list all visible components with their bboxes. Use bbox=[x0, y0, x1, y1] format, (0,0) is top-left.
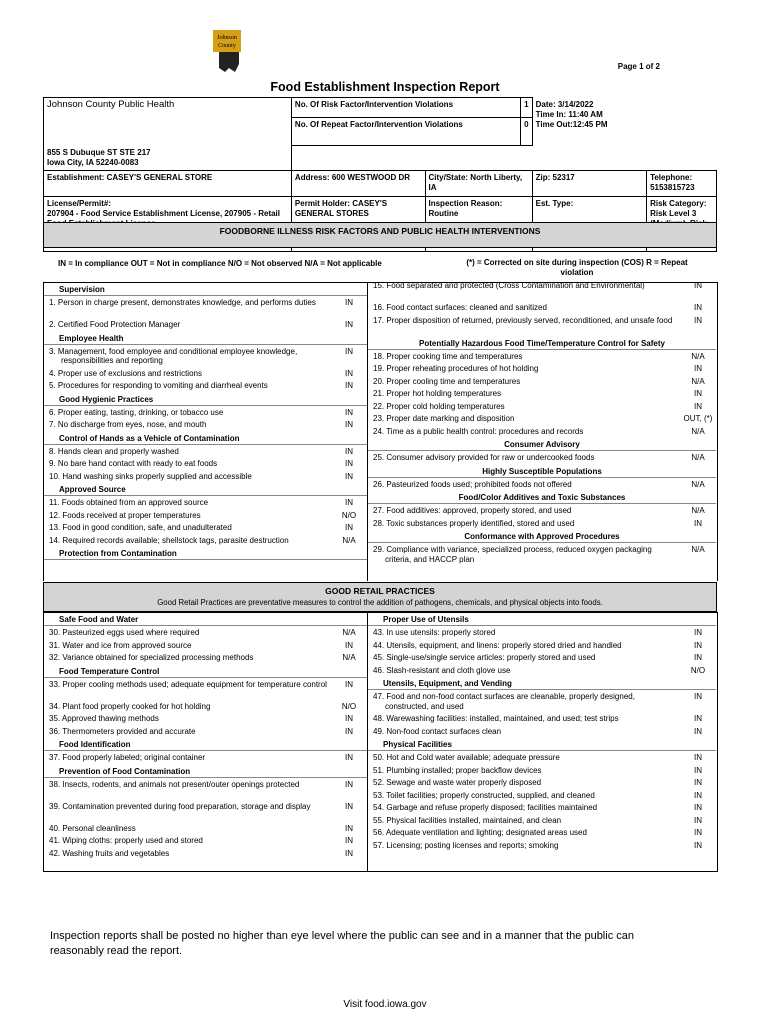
item-text: 53. Toilet facilities; properly constructed, supplied, and cleaned bbox=[373, 790, 595, 800]
checklist-item bbox=[44, 447, 367, 457]
item-text: 42. Washing fruits and vegetables bbox=[49, 848, 170, 858]
item-status: IN bbox=[694, 364, 702, 373]
item-status: IN bbox=[345, 298, 353, 307]
item-text: 1. Person in charge present, demonstrates knowledge, and performs duties bbox=[49, 298, 316, 307]
checklist-item bbox=[44, 420, 367, 430]
item-status: N/A bbox=[691, 479, 705, 489]
checklist-item bbox=[368, 714, 716, 724]
item-status: N/A bbox=[342, 628, 356, 637]
item-text: 28. Toxic substances properly identified, stored and used bbox=[373, 518, 575, 528]
item-status: IN bbox=[694, 828, 702, 837]
retail-band-title: GOOD RETAIL PRACTICES bbox=[325, 586, 435, 596]
checklist-item bbox=[368, 753, 716, 763]
checklist-item bbox=[44, 459, 367, 469]
item-status: IN bbox=[345, 801, 353, 811]
checklist-item bbox=[368, 453, 716, 463]
checklist-item bbox=[44, 523, 367, 533]
section-heading: Food/Color Additives and Toxic Substances bbox=[368, 492, 716, 504]
item-text: 34. Plant food properly cooked for hot holding bbox=[49, 701, 211, 711]
report-title: Food Establishment Inspection Report bbox=[270, 80, 500, 94]
item-text: 47. Food and non-food contact surfaces are cleanable, properly designed, constructed, and used bbox=[373, 692, 635, 711]
item-text: 2. Certified Food Protection Manager bbox=[49, 320, 181, 329]
checklist-item bbox=[44, 347, 367, 366]
checklist-item bbox=[368, 316, 716, 326]
item-status: IN bbox=[345, 753, 353, 762]
checklist-item bbox=[44, 836, 367, 846]
item-text: 16. Food contact surfaces: cleaned and sanitized bbox=[373, 303, 547, 312]
item-status: IN bbox=[345, 779, 353, 789]
agency-address-line1: 855 S Dubuque ST STE 217 bbox=[47, 147, 151, 157]
legend-right: (*) = Corrected on site during inspection (COS) R = Repeat violation bbox=[466, 258, 688, 277]
item-text: 3. Management, food employee and conditional employee knowledge, responsibilities and reporting bbox=[49, 346, 298, 365]
item-status: IN bbox=[345, 381, 353, 390]
permit-holder: Permit Holder: CASEY'S GENERAL STORES bbox=[291, 196, 425, 251]
item-text: 17. Proper disposition of returned, previously served, reconditioned, and unsafe food bbox=[373, 315, 673, 325]
item-text: 36. Thermometers provided and accurate bbox=[49, 726, 196, 736]
item-status: N/A bbox=[342, 653, 356, 662]
item-text: 25. Consumer advisory provided for raw or undercooked foods bbox=[373, 453, 595, 462]
item-status: IN bbox=[694, 714, 702, 723]
checklist-item bbox=[44, 472, 367, 482]
item-text: 39. Contamination prevented during food preparation, storage and display bbox=[49, 801, 311, 811]
section-heading: Food Temperature Control bbox=[44, 666, 367, 678]
item-status: IN bbox=[345, 346, 353, 356]
item-text: 18. Proper cooking time and temperatures bbox=[373, 351, 523, 361]
item-text: 45. Single-use/single service articles: properly stored and used bbox=[373, 653, 596, 662]
item-text: 51. Plumbing installed; proper backflow devices bbox=[373, 765, 542, 775]
item-text: 33. Proper cooling methods used; adequate equipment for temperature control bbox=[49, 679, 327, 689]
checklist-item bbox=[44, 780, 367, 790]
item-text: 50. Hot and Cold water available; adequate pressure bbox=[373, 753, 560, 762]
item-status: N/A bbox=[691, 453, 705, 462]
establishment-address: Address: 600 WESTWOOD DR bbox=[291, 170, 425, 196]
item-status: IN bbox=[694, 518, 702, 528]
city-state: City/State: North Liberty, IA bbox=[425, 170, 532, 196]
retail-right-column bbox=[368, 614, 716, 870]
agency-address bbox=[44, 146, 292, 171]
item-status: IN bbox=[694, 640, 702, 650]
item-status: IN bbox=[694, 726, 702, 736]
item-status: IN bbox=[345, 726, 353, 736]
checklist-item bbox=[44, 802, 367, 812]
checklist-item bbox=[44, 727, 367, 737]
item-text: 4. Proper use of exclusions and restrictions bbox=[49, 368, 202, 378]
item-text: 55. Physical facilities installed, maintained, and clean bbox=[373, 815, 562, 825]
item-text: 35. Approved thawing methods bbox=[49, 714, 159, 723]
item-text: 31. Water and ice from approved source bbox=[49, 640, 192, 650]
item-status: IN bbox=[694, 303, 702, 312]
item-status: IN bbox=[694, 790, 702, 800]
inspection-date: Date: 3/14/2022 bbox=[535, 99, 594, 109]
agency-address-line2: Iowa City, IA 52240-0083 bbox=[47, 157, 139, 167]
repeat-violations-label: No. Of Repeat Factor/Intervention Violations bbox=[291, 118, 520, 146]
legend-left: IN = In compliance OUT = Not in compliance N/O = Not observed N/A = Not applicable bbox=[58, 259, 382, 268]
item-text: 44. Utensils, equipment, and linens: properly stored dried and handled bbox=[373, 640, 622, 650]
risk-violations-count: 1 bbox=[521, 98, 532, 118]
checklist-item bbox=[368, 766, 716, 776]
checklist-item bbox=[368, 816, 716, 826]
item-status: IN bbox=[694, 315, 702, 325]
checklist-item bbox=[368, 389, 716, 399]
checklist-item bbox=[368, 841, 716, 851]
item-text: 49. Non-food contact surfaces clean bbox=[373, 726, 502, 736]
checklist-item bbox=[368, 364, 716, 374]
posting-notice: Inspection reports shall be posted no higher than eye level where the public can see and in a manner that the public can reasonably read the report. bbox=[50, 930, 634, 957]
item-text: 11. Foods obtained from an approved source bbox=[49, 498, 209, 507]
checklist-item bbox=[44, 511, 367, 521]
foodborne-band-title: FOODBORNE ILLNESS RISK FACTORS AND PUBLIC HEALTH INTERVENTIONS bbox=[219, 226, 541, 236]
checklist-item bbox=[44, 381, 367, 391]
item-status: IN bbox=[694, 778, 702, 787]
item-text: 9. No bare hand contact with ready to eat foods bbox=[49, 459, 218, 468]
inspection-reason: Inspection Reason: Routine bbox=[425, 196, 532, 251]
item-status: IN bbox=[345, 714, 353, 723]
item-status: N/A bbox=[691, 426, 705, 436]
section-heading: Supervision bbox=[44, 284, 367, 296]
item-text: 12. Foods received at proper temperatures bbox=[49, 510, 201, 520]
retail-band-subtitle: Good Retail Practices are preventative measures to control the addition of pathogens, chemicals, and physical objects into foods. bbox=[157, 598, 603, 607]
item-text: 54. Garbage and refuse properly disposed; facilities maintained bbox=[373, 803, 598, 812]
item-text: 41. Wiping cloths: properly used and stored bbox=[49, 836, 203, 845]
checklist-item bbox=[44, 653, 367, 663]
item-status: IN bbox=[694, 389, 702, 398]
checklist-item bbox=[44, 628, 367, 638]
item-text: 8. Hands clean and properly washed bbox=[49, 446, 179, 456]
item-status: IN bbox=[345, 459, 353, 468]
establishment-type: Est. Type: bbox=[532, 196, 646, 251]
item-status: N/O bbox=[341, 701, 357, 711]
time-in: Time In: 11:40 AM bbox=[535, 109, 603, 119]
checklist-item bbox=[368, 506, 716, 516]
checklist-item bbox=[368, 480, 716, 490]
item-text: 13. Food in good condition, safe, and unadulterated bbox=[49, 523, 232, 532]
checklist-item bbox=[368, 281, 716, 291]
repeat-violations-count: 0 bbox=[521, 118, 532, 146]
item-status: N/O bbox=[341, 510, 357, 520]
section-heading: Highly Susceptible Populations bbox=[368, 466, 716, 478]
item-text: 15. Food separated and protected (Cross Contamination and Environmental) bbox=[373, 281, 645, 290]
checklist-item bbox=[368, 803, 716, 813]
section-heading: Potentially Hazardous Food Time/Temperature Control for Safety bbox=[368, 338, 716, 350]
item-status: IN bbox=[345, 407, 353, 417]
checklist-item bbox=[368, 791, 716, 801]
foodborne-right-column bbox=[368, 281, 716, 580]
checklist-item bbox=[368, 545, 716, 564]
checklist-item bbox=[368, 666, 716, 676]
item-text: 27. Food additives: approved, properly stored, and used bbox=[373, 506, 572, 515]
item-status: IN bbox=[694, 803, 702, 812]
item-text: 56. Adequate ventilation and lighting; designated areas used bbox=[373, 828, 587, 837]
checklist-item bbox=[368, 641, 716, 651]
retail-band bbox=[43, 582, 717, 612]
item-text: 48. Warewashing facilities: installed, maintained, and used; test strips bbox=[373, 714, 619, 723]
item-status: N/A bbox=[691, 506, 705, 515]
checklist-item bbox=[44, 714, 367, 724]
checklist-item bbox=[368, 414, 716, 424]
checklist-item bbox=[44, 320, 367, 330]
logo-text-line2: County bbox=[218, 43, 236, 49]
item-status: N/A bbox=[691, 376, 705, 386]
checklist-item bbox=[44, 498, 367, 508]
item-text: 10. Hand washing sinks properly supplied and accessible bbox=[49, 471, 252, 481]
item-text: 7. No discharge from eyes, nose, and mouth bbox=[49, 420, 207, 429]
section-heading: Conformance with Approved Procedures bbox=[368, 531, 716, 543]
item-status: IN bbox=[345, 523, 353, 532]
item-text: 19. Proper reheating procedures of hot holding bbox=[373, 364, 539, 373]
item-status: IN bbox=[345, 679, 353, 689]
checklist-item bbox=[368, 778, 716, 788]
checklist-item bbox=[368, 519, 716, 529]
item-text: 37. Food properly labeled; original container bbox=[49, 753, 206, 762]
checklist-item bbox=[368, 402, 716, 412]
section-heading: Prevention of Food Contamination bbox=[44, 766, 367, 778]
section-heading: Approved Source bbox=[44, 484, 367, 496]
item-status: IN bbox=[345, 368, 353, 378]
item-status: N/O bbox=[690, 665, 706, 675]
item-text: 6. Proper eating, tasting, drinking, or tobacco use bbox=[49, 407, 224, 417]
checklist-item bbox=[368, 628, 716, 638]
item-text: 32. Variance obtained for specialized processing methods bbox=[49, 653, 254, 662]
item-status: N/A bbox=[691, 545, 705, 554]
item-status: IN bbox=[345, 836, 353, 845]
item-text: 46. Slash-resistant and cloth glove use bbox=[373, 665, 511, 675]
section-heading: Food Identification bbox=[44, 739, 367, 751]
section-heading: Proper Use of Utensils bbox=[368, 614, 716, 626]
section-heading: Employee Health bbox=[44, 333, 367, 345]
checklist-item bbox=[44, 298, 367, 308]
checklist-item bbox=[368, 692, 716, 711]
agency-name: Johnson County Public Health bbox=[44, 98, 292, 146]
item-text: 14. Required records available; shellstock tags, parasite destruction bbox=[49, 535, 289, 545]
item-text: 52. Sewage and waste water properly disposed bbox=[373, 778, 542, 787]
checklist-item bbox=[44, 536, 367, 546]
section-heading: Utensils, Equipment, and Vending bbox=[368, 678, 716, 690]
section-heading: Safe Food and Water bbox=[44, 614, 367, 626]
item-status: IN bbox=[694, 753, 702, 762]
checklist-item bbox=[44, 824, 367, 834]
item-text: 30. Pasteurized eggs used where required bbox=[49, 628, 200, 637]
license-value: 207904 - Food Service Establishment License, 207905 - Retail bbox=[47, 208, 280, 218]
item-status: IN bbox=[694, 281, 702, 290]
establishment-name: Establishment: CASEY'S GENERAL STORE bbox=[44, 170, 292, 196]
checklist-item bbox=[44, 641, 367, 651]
risk-category: Risk Category: Risk Level 3 bbox=[647, 196, 717, 251]
page-number: Page 1 of 2 bbox=[617, 62, 660, 71]
time-out: Time Out:12:45 PM bbox=[535, 119, 608, 129]
item-text: 29. Compliance with variance, specialized process, reduced oxygen packaging criteria, and HACCP plan bbox=[373, 545, 652, 564]
section-heading: Protection from Contamination bbox=[44, 548, 367, 560]
item-status: IN bbox=[345, 848, 353, 858]
checklist-item bbox=[44, 702, 367, 712]
foodborne-band bbox=[43, 222, 717, 248]
checklist-item bbox=[368, 377, 716, 387]
logo-text-line1: Johnson bbox=[217, 35, 237, 41]
item-status: IN bbox=[694, 692, 702, 701]
item-text: 57. Licensing; posting licenses and reports; smoking bbox=[373, 840, 559, 850]
county-logo bbox=[211, 28, 245, 74]
item-text: 40. Personal cleanliness bbox=[49, 823, 136, 833]
item-text: 5. Procedures for responding to vomiting and diarrheal events bbox=[49, 381, 268, 390]
item-text: 23. Proper date marking and disposition bbox=[373, 414, 515, 423]
item-status: IN bbox=[345, 471, 353, 481]
item-status: OUT, (*) bbox=[683, 414, 713, 423]
checklist-item bbox=[368, 828, 716, 838]
item-status: IN bbox=[345, 498, 353, 507]
item-status: IN bbox=[345, 320, 353, 329]
item-status: IN bbox=[694, 401, 702, 411]
item-text: 21. Proper hot holding temperatures bbox=[373, 389, 502, 398]
item-text: 43. In use utensils: properly stored bbox=[373, 628, 496, 637]
checklist-item bbox=[44, 408, 367, 418]
checklist-item bbox=[44, 849, 367, 859]
visit-link: Visit food.iowa.gov bbox=[343, 999, 427, 1010]
item-status: IN bbox=[345, 420, 353, 429]
checklist-item bbox=[368, 653, 716, 663]
checklist-item bbox=[368, 727, 716, 737]
checklist-item bbox=[44, 369, 367, 379]
item-status: IN bbox=[345, 823, 353, 833]
item-status: IN bbox=[694, 815, 702, 825]
item-status: IN bbox=[694, 840, 702, 850]
item-status: IN bbox=[694, 628, 702, 637]
section-heading: Consumer Advisory bbox=[368, 439, 716, 451]
checklist-item bbox=[44, 680, 367, 690]
section-heading: Good Hygienic Practices bbox=[44, 394, 367, 406]
date-time-block bbox=[532, 98, 716, 146]
foodborne-left-column bbox=[44, 284, 367, 580]
item-status: IN bbox=[345, 640, 353, 650]
checklist-item bbox=[368, 352, 716, 362]
risk-violations-label: No. Of Risk Factor/Intervention Violations bbox=[291, 98, 520, 118]
item-status: N/A bbox=[342, 535, 356, 545]
license-label: License/Permit#: bbox=[47, 198, 112, 208]
item-text: 26. Pasteurized foods used; prohibited foods not offered bbox=[373, 479, 572, 489]
item-status: N/A bbox=[691, 351, 705, 361]
section-heading: Control of Hands as a Vehicle of Contamination bbox=[44, 433, 367, 445]
item-status: IN bbox=[694, 765, 702, 775]
checklist-item bbox=[368, 303, 716, 313]
item-text: 20. Proper cooling time and temperatures bbox=[373, 376, 521, 386]
section-heading: Physical Facilities bbox=[368, 739, 716, 751]
telephone: Telephone: 5153815723 bbox=[647, 170, 717, 196]
checklist-item bbox=[368, 427, 716, 437]
checklist-item bbox=[44, 753, 367, 763]
retail-left-column bbox=[44, 614, 367, 870]
item-text: 22. Proper cold holding temperatures bbox=[373, 401, 505, 411]
zip-code: Zip: 52317 bbox=[532, 170, 646, 196]
item-text: 24. Time as a public health control: procedures and records bbox=[373, 426, 584, 436]
item-status: IN bbox=[694, 653, 702, 662]
item-text: 38. Insects, rodents, and animals not present/outer openings protected bbox=[49, 779, 300, 789]
item-status: IN bbox=[345, 446, 353, 456]
